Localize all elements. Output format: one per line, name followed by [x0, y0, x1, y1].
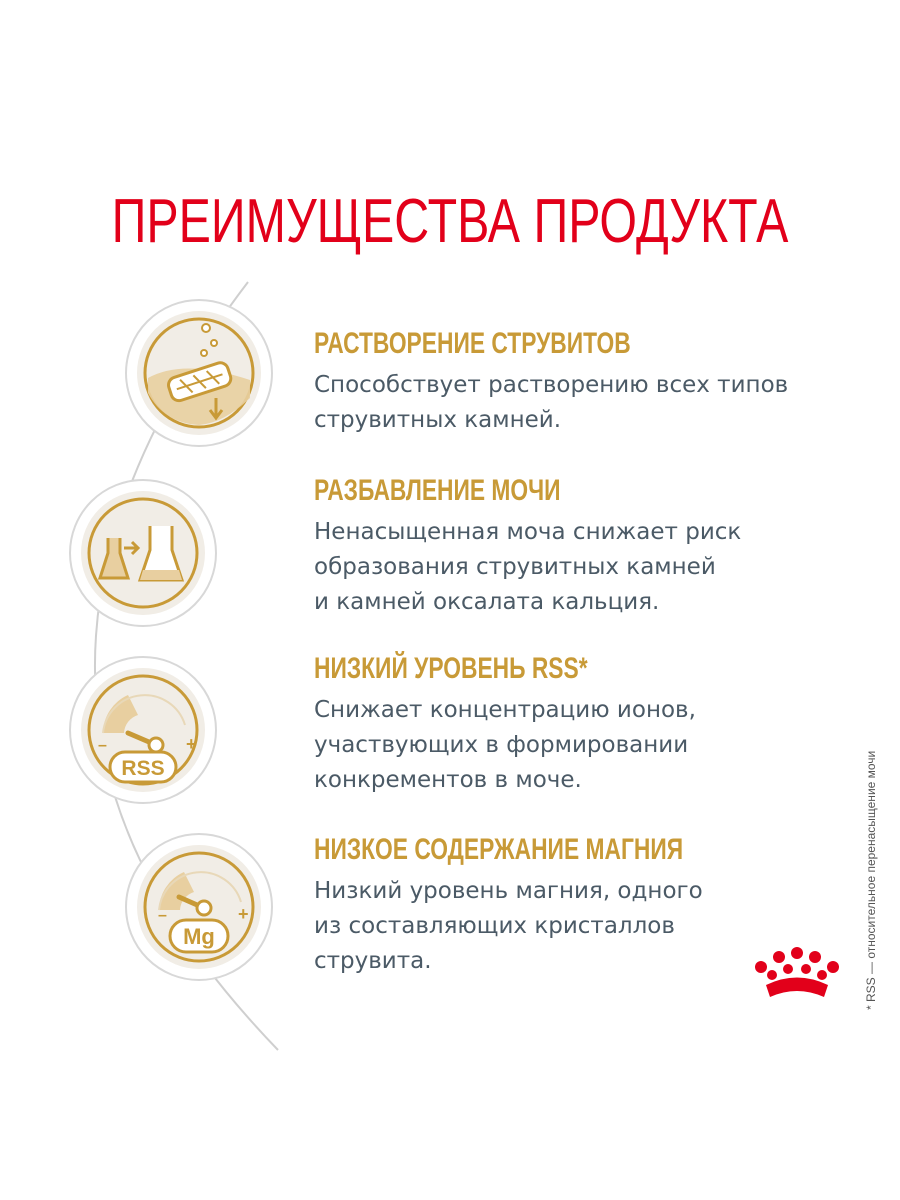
magnesium-gauge-icon	[124, 832, 274, 982]
feature-heading: РАЗБАВЛЕНИЕ МОЧИ	[314, 474, 561, 507]
feature-low-rss	[314, 651, 794, 798]
feature-heading: РАСТВОРЕНИЕ СТРУВИТОВ	[314, 327, 631, 360]
feature-description: Ненасыщенная моча снижает риск образования струвитных камней и камней оксалата кальция.	[314, 519, 742, 615]
feature-heading: НИЗКОЕ СОДЕРЖАНИЕ МАГНИЯ	[314, 833, 684, 866]
feature-description: Низкий уровень магния, одного из составляющих кристаллов струвита.	[314, 878, 703, 974]
rss-icon-label: RSS	[121, 757, 165, 780]
mg-icon-label: Mg	[183, 924, 215, 949]
crown-logo	[752, 945, 842, 1005]
page-title: ПРЕИМУЩЕСТВА ПРОДУКТА	[111, 187, 789, 256]
footnote: * RSS — относительное перенасыщение мочи	[864, 750, 878, 1010]
svg-text:–: –	[98, 737, 107, 754]
feature-low-magnesium	[314, 832, 794, 979]
rss-gauge-icon	[68, 655, 218, 805]
feature-struvite-dissolution	[314, 326, 794, 438]
svg-text:+: +	[186, 734, 197, 754]
feature-heading: НИЗКИЙ УРОВЕНЬ RSS*	[314, 652, 588, 685]
svg-text:+: +	[238, 904, 249, 924]
feature-description: Снижает концентрацию ионов, участвующих в формировании конкрементов в моче.	[314, 697, 696, 793]
feature-description: Способствует растворению всех типов струвитных камней.	[314, 372, 789, 433]
struvite-dissolution-icon	[124, 298, 274, 448]
feature-urine-dilution	[314, 473, 794, 620]
svg-text:–: –	[158, 907, 167, 924]
beakers-dilution-icon	[68, 478, 218, 628]
